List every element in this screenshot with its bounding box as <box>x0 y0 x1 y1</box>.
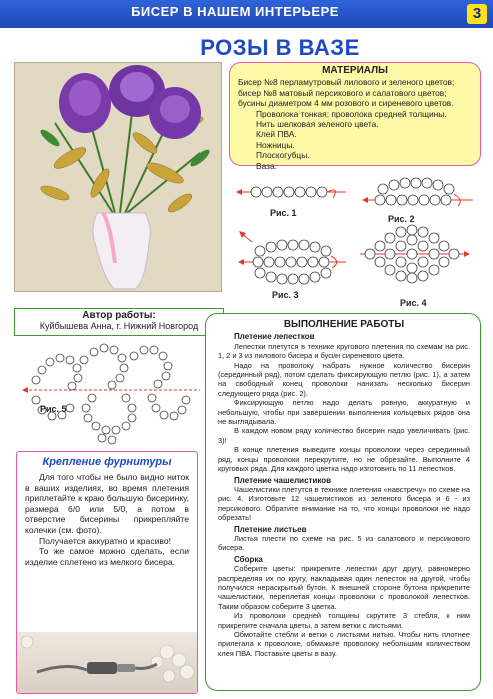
figure-5-diagram <box>22 340 204 448</box>
materials-box <box>229 62 481 171</box>
materials-heading: МАТЕРИАЛЫ <box>322 65 388 76</box>
materials-item: Нить шелковая зеленого цвета. <box>256 119 379 130</box>
instructions-box <box>205 313 481 691</box>
author-box <box>14 308 224 336</box>
figure-2-label: Рис. 2 <box>388 214 415 224</box>
instruction-paragraph: Обмотайте стебли и ветки с листьями нитью. Чтобы нить плотнее прилегала к проволоке, обмажьте проволоку небольшим количеством клея ПВА. Поставьте цветы в вазу. <box>218 630 470 658</box>
fittings-box <box>16 451 198 694</box>
figure-4-label: Рис. 4 <box>400 298 427 308</box>
author-heading: Автор работы: <box>82 310 156 321</box>
figure-5-label: Рис. 5 <box>40 404 67 414</box>
page-number-badge: 3 <box>467 4 487 24</box>
materials-item: Ваза. <box>256 160 277 171</box>
instruction-paragraph: Листья плести по схеме на рис. 5 из салатового и персикового бисера. <box>218 533 470 553</box>
materials-item: Ножницы. <box>256 139 295 150</box>
section-title: БИСЕР В НАШЕМ ИНТЕРЬЕРЕ <box>131 4 339 19</box>
materials-lead: Бисер №8 перламутровый лилового и зеленого цветов; бисер №8 матовый персикового и салатового цветов; бусины диаметром 4 мм розового и сиреневого цветов. <box>238 77 455 109</box>
instructions-heading: ВЫПОЛНЕНИЕ РАБОТЫ <box>283 319 405 330</box>
figure-4-diagram <box>360 225 470 283</box>
fittings-paragraph: Получается аккуратно и красиво! <box>39 535 172 546</box>
section-heading-sepals: Плетение чашелистиков <box>234 475 332 485</box>
author-name: Куйбышева Анна, г. Нижний Новгород <box>39 321 199 331</box>
fittings-paragraph: Для того чтобы не было видно ниток в ваших изделиях, во время плетения приплетайте к краю большую бисеринку, размера 6/0 или 5/0, а потом в отверстие бисерины прикрепляйте колечки (см. фото). <box>25 472 189 535</box>
section-heading-assembly: Сборка <box>234 554 263 564</box>
instruction-paragraph: Лепестки плетутся в технике кругового плетения по схемам на рис. 1, 2 и 3 из лилового бисера и бусин сиреневого цвета. <box>218 341 470 361</box>
instruction-paragraph: В конце плетения выведите концы проволоки через серединный ряд, концы проволоки перекрутите, но не обрезайте. Выполните 4 круговых ряда. Для каждого цветка надо изготовить по 11 лепестков. <box>218 445 470 474</box>
instruction-paragraph: Чашелистики плетутся в технике плетения «навстречу» по схеме на рис. 4. Изготовьте 12 чашелистиков из зеленого бисера и 6 - из персикового. Обратите внимание на то, что концы проволоки не надо обрезать! <box>218 484 470 523</box>
section-heading-leaves: Плетение листьев <box>234 524 307 534</box>
materials-item: Клей ПВА. <box>256 129 297 140</box>
instruction-paragraph: Из проволоки средней толщины скрутите 3 стебля, к ним прикрепите сначала цветы, а затем ветки с листьями. <box>218 611 470 630</box>
section-heading-petals: Плетение лепестков <box>234 332 315 342</box>
fittings-heading: Крепление фурнитуры <box>42 456 172 468</box>
instruction-paragraph: Надо на проволоку набрать нужное количество бисерин (серединный ряд), потом сделать фиксирующую петлю (рис. 1), а затем на свободный конец проволоки нанизать несколько бисерин следующего ряда (рис. 2). <box>218 360 470 398</box>
instruction-paragraph: Фиксирующую петлю надо делать ровную, аккуратную и небольшую, чтобы при завершении выполнения кольцевых рядов она не выглядывала. <box>218 398 470 427</box>
figure-2-diagram <box>362 178 473 206</box>
figure-1-label: Рис. 1 <box>270 208 297 218</box>
page-title: РОЗЫ В ВАЗЕ <box>200 35 360 60</box>
figure-3-label: Рис. 3 <box>272 290 299 300</box>
materials-item: Плоскогубцы. <box>256 150 310 161</box>
figure-3-diagram <box>238 231 346 284</box>
roses-vase-photo <box>14 62 222 292</box>
petal-diagrams <box>228 170 483 310</box>
materials-item: Проволока тонкая; проволока средней толщины. <box>256 108 447 119</box>
clasp-photo <box>17 632 197 693</box>
figure-1-diagram <box>236 187 346 198</box>
fittings-paragraph: То же самое можно сделать, если изделие сплетено из мелкого бисера. <box>25 546 189 567</box>
instruction-paragraph: Соберите цветы: прикрепите лепестки друг другу, равномерно распределяя их по кругу, накладывая один лепесток на другой, чтобы получился нераскрытый бутон. К внешней стороне бутона прикрепите чашелистики, переплетая концы проволоки с проволокой лепестков. Таким образом соберите 3 цветка. <box>218 564 470 611</box>
instruction-paragraph: В каждом новом ряду количество бисерин надо увеличивать (рис. 3)! <box>218 426 470 445</box>
